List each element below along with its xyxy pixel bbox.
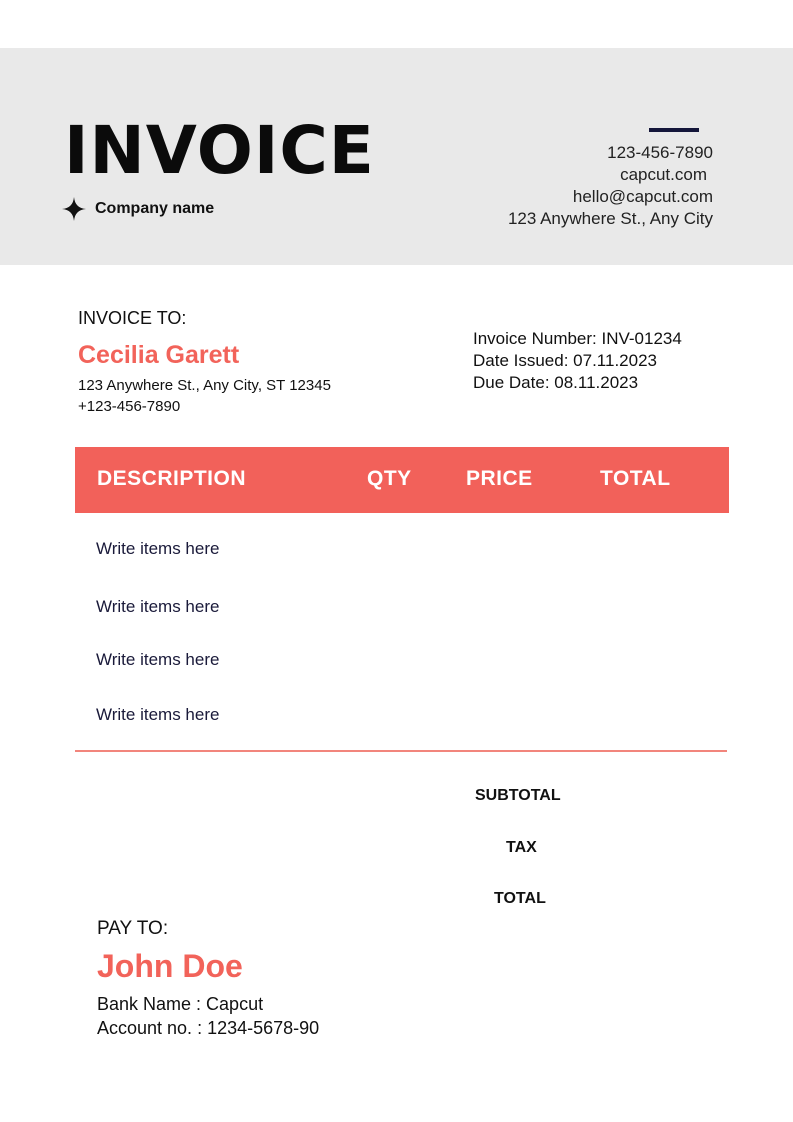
divider (75, 750, 727, 752)
column-header-qty: QTY (367, 467, 412, 490)
contact-website: capcut.com (620, 165, 707, 184)
payee-name: John Doe (97, 948, 243, 984)
client-name: Cecilia Garett (78, 341, 240, 369)
date-issued: Date Issued: 07.11.2023 (473, 351, 657, 370)
total-label: TOTAL (494, 890, 546, 907)
contact-phone: 123-456-7890 (607, 143, 713, 162)
bank-name: Bank Name : Capcut (97, 994, 264, 1014)
pay-to-label: PAY TO: (97, 918, 169, 939)
table-row: Write items here (96, 650, 220, 669)
tax-label: TAX (506, 839, 537, 856)
page-title: INVOICE (64, 112, 375, 189)
invoice-to-label: INVOICE TO: (78, 308, 187, 328)
contact-address: 123 Anywhere St., Any City (507, 209, 713, 228)
column-header-description: DESCRIPTION (97, 467, 247, 490)
company-name: Company name (95, 200, 215, 217)
column-header-price: PRICE (466, 467, 533, 490)
subtotal-label: SUBTOTAL (475, 787, 561, 804)
client-phone: +123-456-7890 (78, 398, 181, 415)
star-icon (62, 197, 86, 221)
account-number: Account no. : 1234-5678-90 (97, 1018, 320, 1038)
table-row: Write items here (96, 597, 220, 616)
due-date: Due Date: 08.11.2023 (473, 373, 639, 392)
column-header-total: TOTAL (600, 467, 671, 490)
invoice-number: Invoice Number: INV-01234 (473, 329, 682, 348)
contact-email: hello@capcut.com (572, 187, 713, 206)
accent-bar (649, 128, 699, 132)
client-address: 123 Anywhere St., Any City, ST 12345 (78, 377, 331, 394)
table-row: Write items here (96, 705, 220, 724)
table-row: Write items here (96, 539, 220, 558)
